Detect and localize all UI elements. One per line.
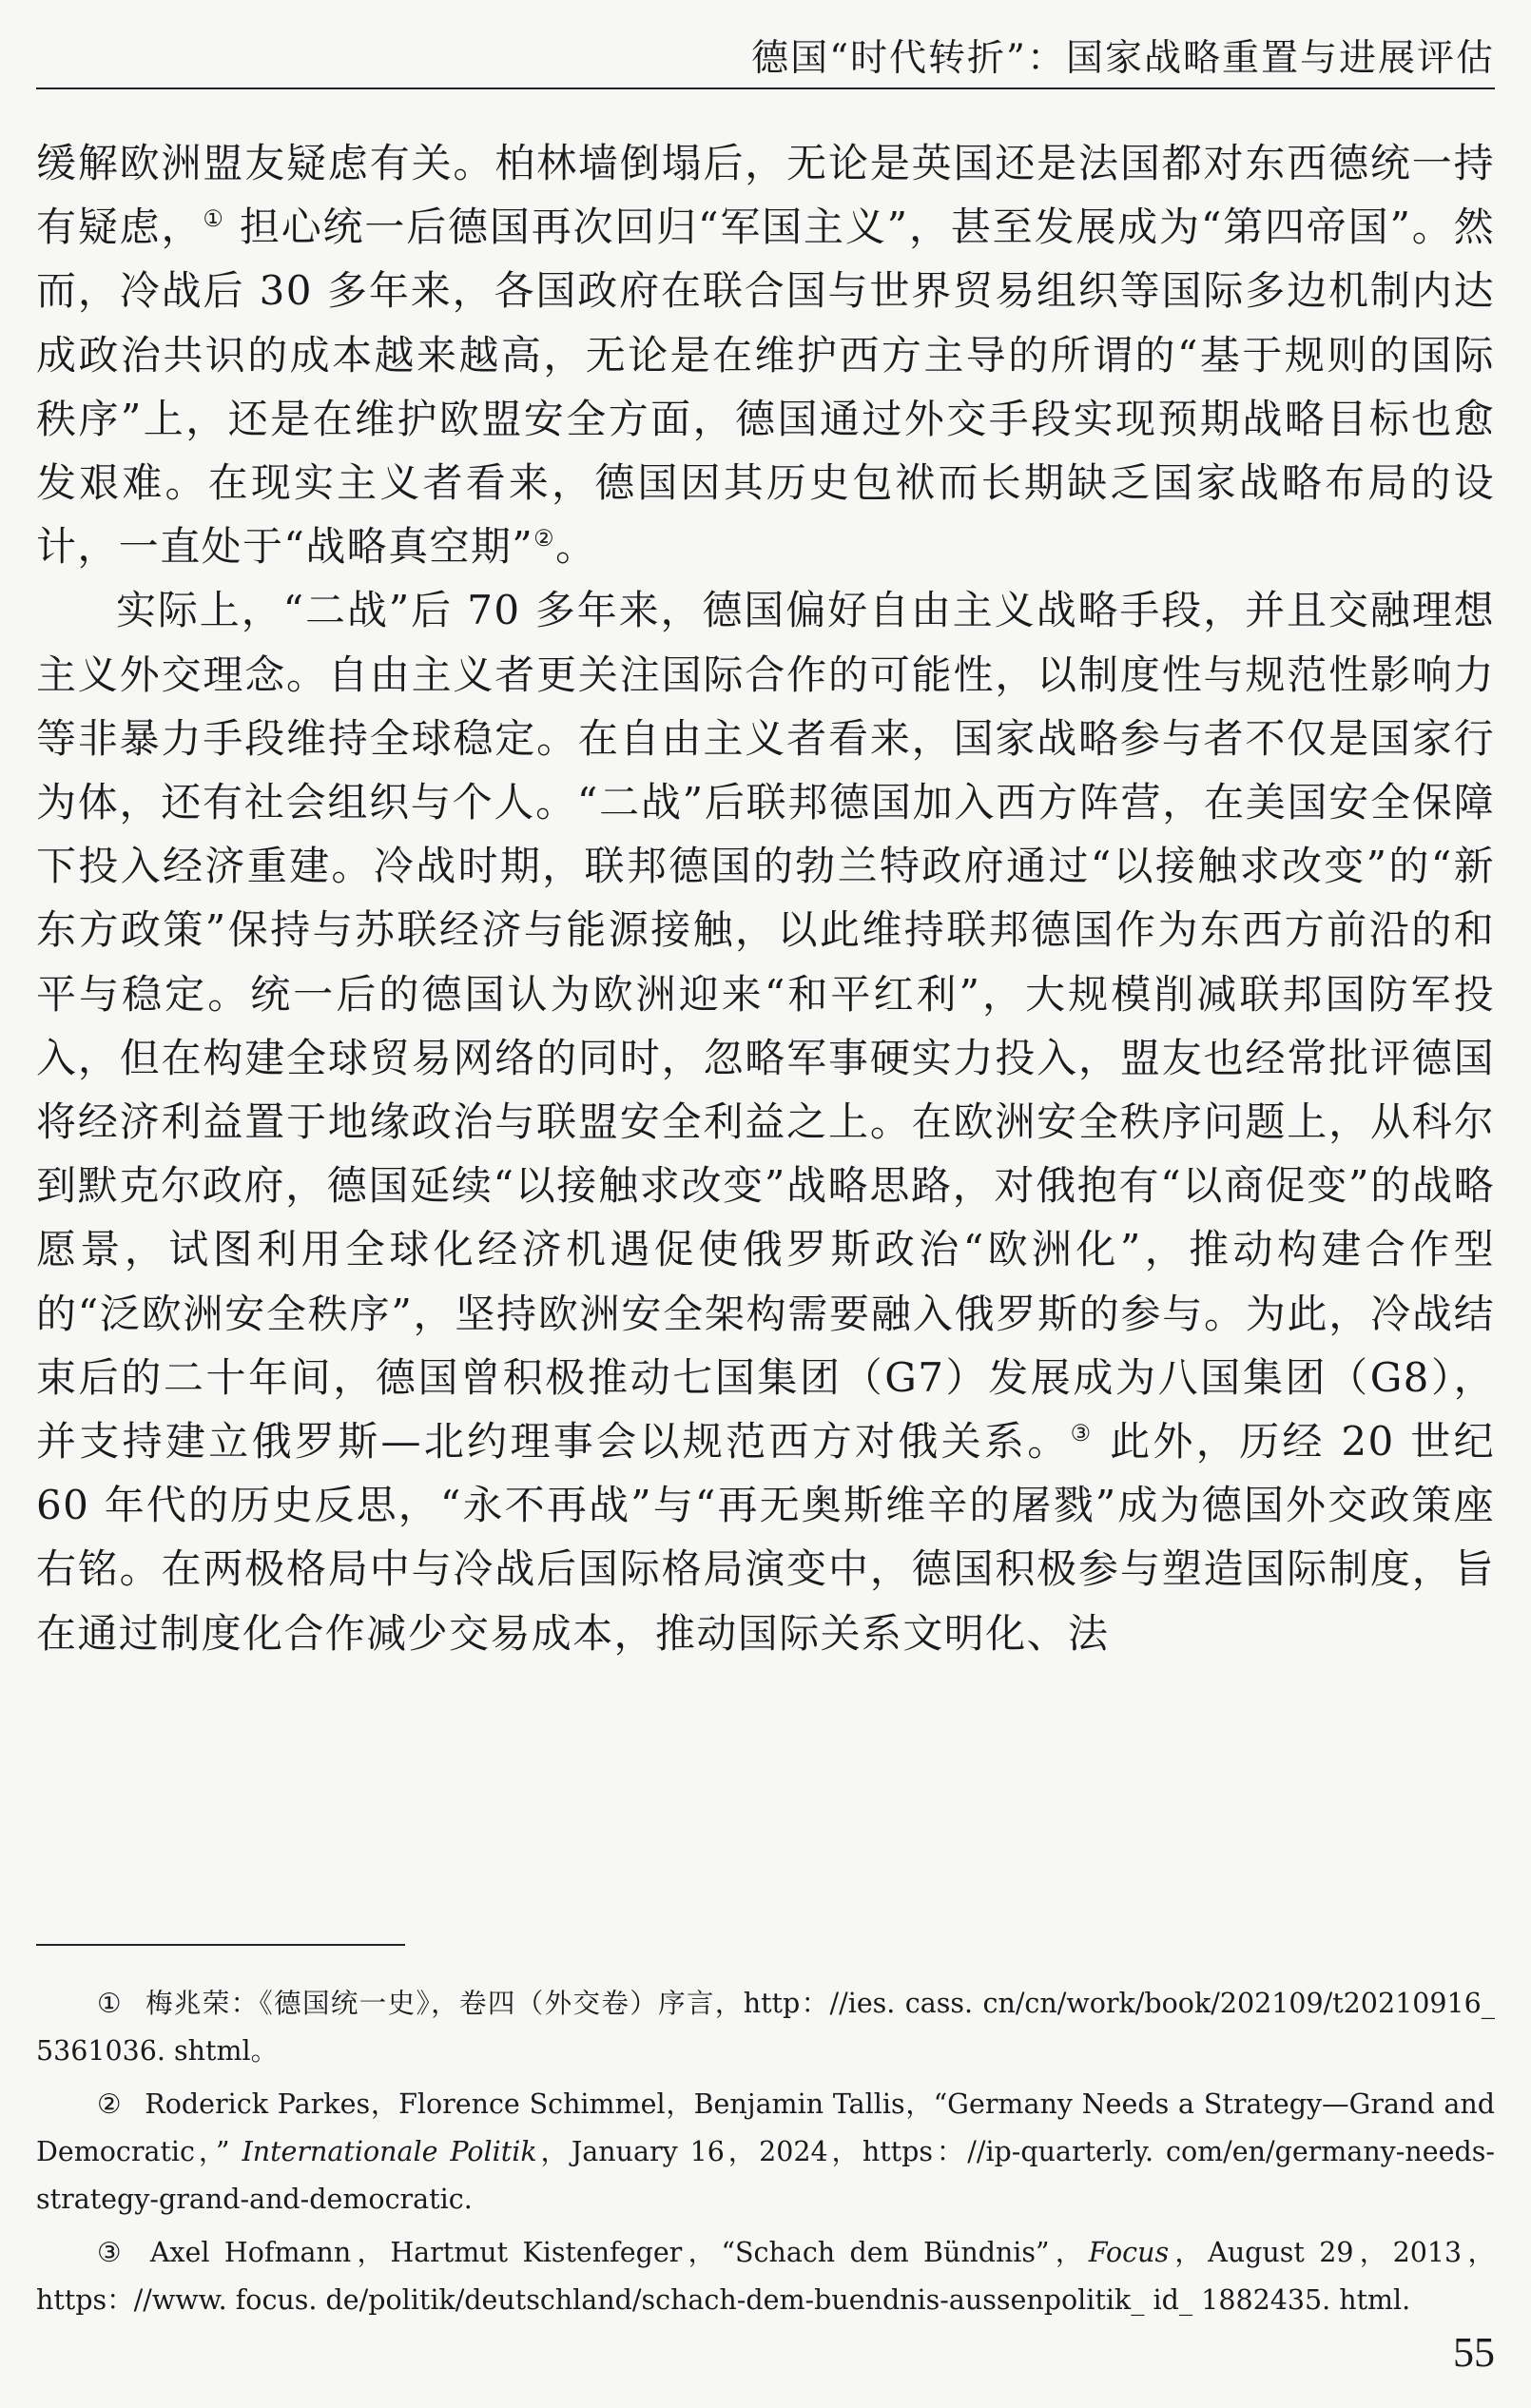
paragraph-1-text-b: 担心统一后德国再次回归“军国主义”，甚至发展成为“第四帝国”。然而，冷战后 30 多年来，各国政府在联合国与世界贸易组织等国际多边机制内达成政治共识的成本越来越高，无论是在维护西方主导的所谓的“基于规则的国际秩序”上，还是在维护欧盟安全方面，德国通过外交手段实现预期战略目标也愈发艰难。在现实主义者看来，德国因其历史包袱而长期缺乏国家战略布局的设计，一直处于“战略真空期” [36,204,1495,571]
footnotes [36,1980,1495,2330]
footnote-text-link[interactable]: ，January 16，2024，https：//ip-quarterly. com/en/germany-needs-strategy-grand-and-democratic. [36,2136,1495,2215]
paragraph-1-text-a: 缓解欧洲盟友疑虑有关。柏林墙倒塌后，无论是英国还是法国都对东西德统一持有疑虑， [36,140,1495,251]
header-rule [36,87,1495,89]
footnote-rule [36,1944,405,1946]
footnote-number: ③ [97,2237,127,2268]
footnote-ref-2[interactable]: ② [533,525,556,553]
footnote-number: ② [97,2088,123,2120]
body-text [36,131,1495,1665]
footnote-ref-3[interactable]: ③ [1070,1420,1095,1447]
paragraph-1 [36,131,1495,578]
page-number: 55 [1453,2329,1495,2376]
paragraph-1-text-c: 。 [555,523,597,571]
footnote-number: ① [97,1988,123,2019]
running-header: 德国“时代转折”：国家战略重置与进展评估 [751,37,1495,80]
footnote-publication: Focus [1088,2237,1170,2268]
footnote-text-link[interactable]: ，August 29，2013，https：//www. focus. de/politik/deutschland/schach-dem-buendnis-aussenpolitik_ id_ 1882435. html. [36,2237,1495,2316]
footnote-text: Axel Hofmann，Hartmut Kistenfeger，“Schach dem Bündnis”， [149,2237,1089,2268]
footnote-1 [36,1980,1495,2075]
footnote-text: 梅兆荣：《德国统一史》，卷四（外交卷）序言，http：//ies. cass. cn/cn/work/book/202109/t20210916_ 5361036. shtml。 [36,1988,1495,2067]
paragraph-2 [36,578,1495,1664]
footnote-ref-1[interactable]: ① [203,205,225,233]
footnote-text: Roderick Parkes，Florence Schimmel，Benjamin Tallis，“Germany Needs a Strategy—Grand and Democratic，” [36,2088,1495,2167]
footnote-2 [36,2081,1495,2224]
footnote-3 [36,2229,1495,2324]
paragraph-2-text-a: 实际上，“二战”后 70 多年来，德国偏好自由主义战略手段，并且交融理想主义外交理念。自由主义者更关注国际合作的可能性，以制度性与规范性影响力等非暴力手段维持全球稳定。在自由主义者看来，国家战略参与者不仅是国家行为体，还有社会组织与个人。“二战”后联邦德国加入西方阵营，在美国安全保障下投入经济重建。冷战时期，联邦德国的勃兰特政府通过“以接触求改变”的“新东方政策”保持与苏联经济与能源接触，以此维持联邦德国作为东西方前沿的和平与稳定。统一后的德国认为欧洲迎来“和平红利”，大规模削减联邦国防军投入，但在构建全球贸易网络的同时，忽略军事硬实力投入，盟友也经常批评德国将经济利益置于地缘政治与联盟安全利益之上。在欧洲安全秩序问题上，从科尔到默克尔政府，德国延续“以接触求改变”战略思路，对俄抱有“以商促变”的战略愿景，试图利用全球化经济机遇促使俄罗斯政治“欧洲化”，推动构建合作型的“泛欧洲安全秩序”，坚持欧洲安全架构需要融入俄罗斯的参与。为此，冷战结束后的二十年间，德国曾积极推动七国集团（G7）发展成为八国集团（G8），并支持建立俄罗斯—北约理事会以规范西方对俄关系。 [36,587,1495,1466]
footnote-publication: Internationale Politik [242,2136,537,2167]
paragraph-2-text-b: 此外，历经 20 世纪 60 年代的历史反思，“永不再战”与“再无奥斯维辛的屠戮”成为德国外交政策座右铭。在两极格局中与冷战后国际格局演变中，德国积极参与塑造国际制度，旨在通过制度化合作减少交易成本，推动国际关系文明化、法 [36,1418,1496,1657]
